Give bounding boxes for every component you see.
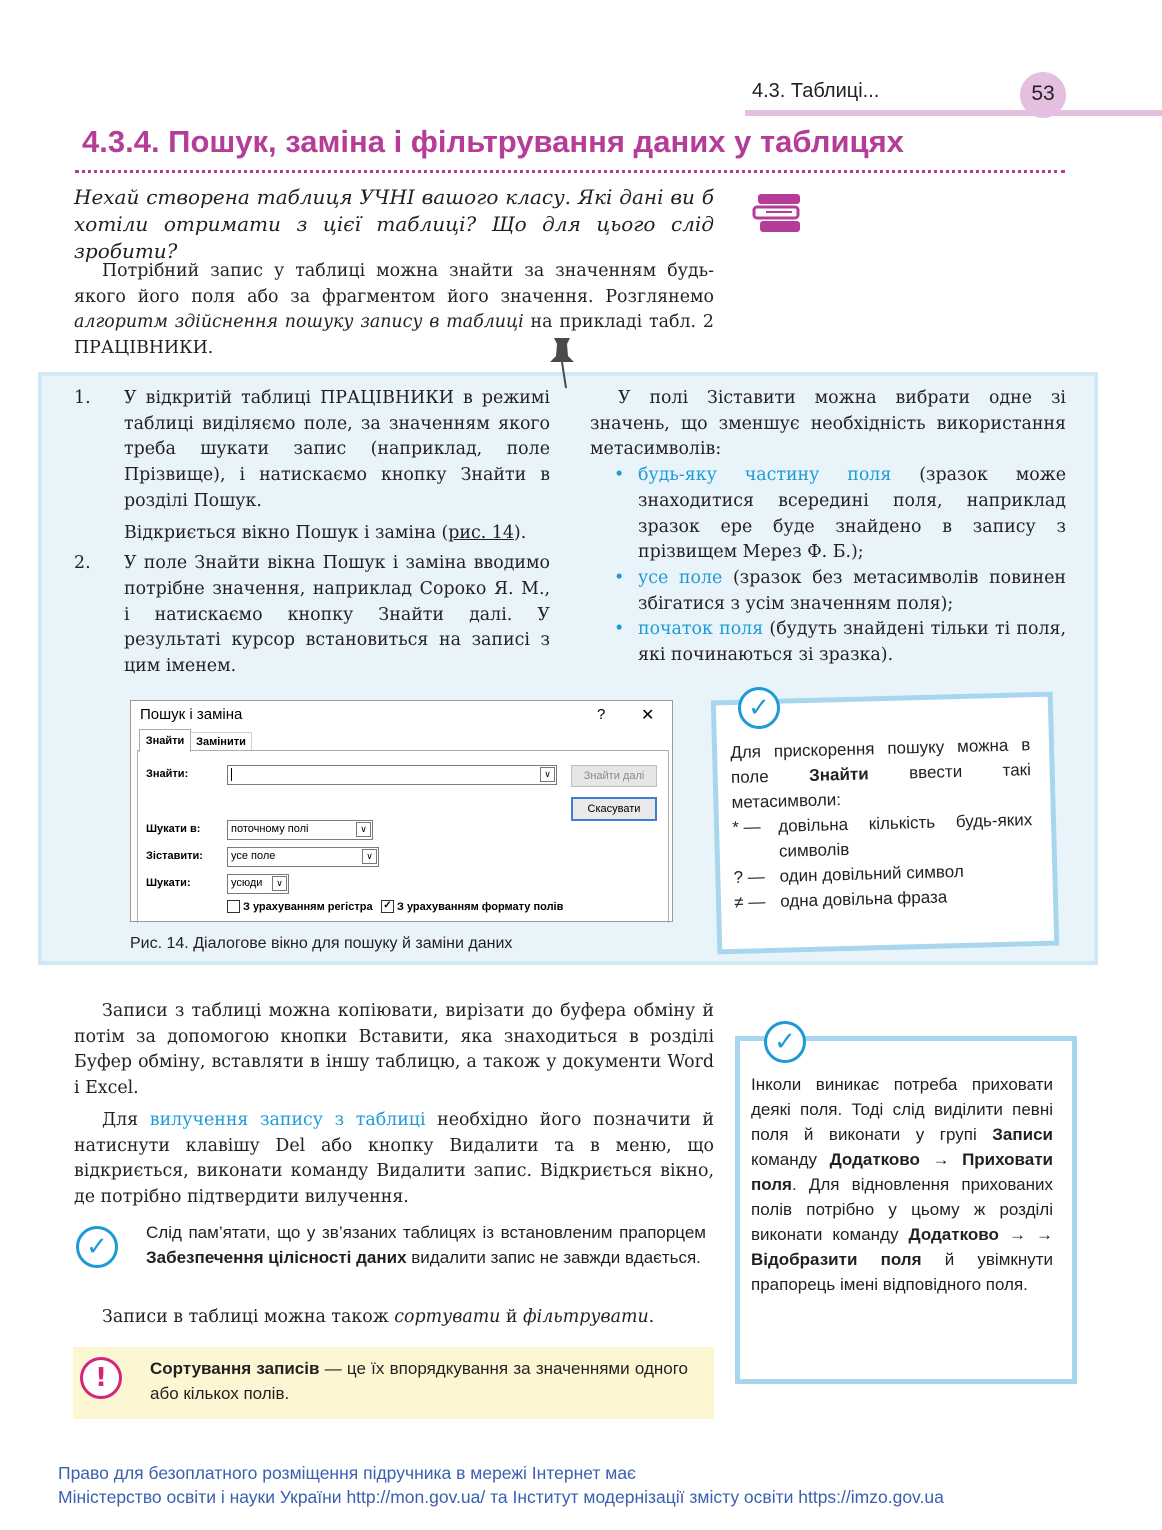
step-number: 2. bbox=[74, 553, 91, 574]
hide-t3: . Для відновлення прихованих полів потрібно у цьому ж розділі виконати команду bbox=[751, 1175, 1053, 1244]
chevron-down-icon[interactable]: ∨ bbox=[272, 876, 287, 891]
intro-italic: алгоритм здійснення пошуку запису в таблиці bbox=[74, 312, 524, 333]
hide-fields-text bbox=[751, 1072, 1053, 1297]
definition-term: Сортування записів bbox=[150, 1359, 320, 1378]
hide-b4: Додатково bbox=[908, 1225, 999, 1244]
figure-link[interactable]: рис. 14 bbox=[448, 522, 514, 543]
exclamation-icon: ! bbox=[80, 1357, 122, 1399]
match-label: Зіставити: bbox=[146, 850, 203, 862]
books-icon bbox=[752, 190, 806, 240]
metachar-symbol: * — bbox=[732, 817, 761, 837]
find-label: Знайти: bbox=[146, 768, 189, 780]
metachar-intro bbox=[730, 732, 1032, 815]
step-text bbox=[124, 521, 550, 547]
find-replace-dialog bbox=[130, 700, 673, 922]
match-option-term: початок поля bbox=[638, 619, 764, 640]
chevron-down-icon[interactable]: ∨ bbox=[356, 822, 371, 837]
match-value: усе поле bbox=[231, 850, 276, 862]
match-case-checkbox[interactable] bbox=[227, 900, 373, 913]
find-next-button[interactable]: Знайти далі bbox=[571, 765, 657, 787]
match-option bbox=[614, 463, 1066, 566]
match-option-desc: (будуть знайдені тільки ті поля, які починаються зі зразка). bbox=[638, 619, 1066, 666]
section-title: 4.3.4. Пошук, заміна і фільтрування даних у таблицях bbox=[82, 124, 904, 159]
match-options bbox=[614, 463, 1066, 669]
step-text-before: Відкриється вікно Пошук і заміна ( bbox=[124, 522, 449, 543]
search-select[interactable] bbox=[227, 874, 289, 894]
integrity-bold: Забезпечення цілісності даних bbox=[146, 1248, 407, 1267]
intro-part2: на прикладі табл. 2 ПРАЦІВНИКИ. bbox=[74, 312, 714, 359]
hide-b5: Відобразити поля bbox=[751, 1250, 922, 1269]
chevron-down-icon[interactable]: ∨ bbox=[540, 767, 555, 782]
page-number: 53 bbox=[1020, 72, 1066, 118]
definition-text bbox=[150, 1356, 688, 1406]
delete-term: вилучення запису з таблиці bbox=[149, 1110, 426, 1130]
search-label: Шукати: bbox=[146, 877, 191, 889]
hide-b2: Додатково bbox=[829, 1150, 920, 1169]
look-in-value: поточному полі bbox=[231, 823, 309, 835]
metachar-item bbox=[732, 807, 1033, 865]
match-option-term: будь-яку частину поля bbox=[638, 465, 892, 486]
hide-arrow: → bbox=[919, 1150, 963, 1169]
metachar-desc: довільна кількість будь-яких символів bbox=[778, 810, 1033, 861]
metachar-text bbox=[730, 732, 1034, 915]
look-in-label: Шукати в: bbox=[146, 823, 201, 835]
integrity-note bbox=[146, 1220, 706, 1270]
dialog-title: Пошук і заміна bbox=[140, 706, 243, 723]
checkbox-checked[interactable]: ✓ bbox=[381, 900, 394, 913]
metachar-intro-before: Для прискорення пошуку можна в поле bbox=[730, 735, 1031, 787]
delete-before: Для bbox=[102, 1110, 150, 1130]
footer-line-1: Право для безоплатного розміщення підручника в мережі Інтернет має bbox=[58, 1463, 636, 1483]
copy-paragraph: Записи з таблиці можна копіювати, вирізати до буфера обміну й потім за допомогою кнопки Вставити, яка знаходиться в розділі Буфер обміну, вставляти в іншу таблицю, а також у документи Word і Excel. bbox=[74, 1001, 714, 1099]
hide-t2: команду bbox=[751, 1150, 830, 1169]
chevron-down-icon[interactable]: ∨ bbox=[362, 849, 377, 864]
metachar-intro-after: ввести такі метасимволи: bbox=[731, 760, 1032, 812]
match-select[interactable] bbox=[227, 847, 379, 867]
match-format-checkbox[interactable] bbox=[381, 900, 563, 913]
definition-desc: — це їх впорядкування за значеннями одного або кількох полів. bbox=[150, 1359, 688, 1403]
search-value: усюди bbox=[231, 877, 263, 889]
integrity-after: видалити запис не завжди вдається. bbox=[406, 1248, 701, 1267]
match-case-label: З урахуванням регістра bbox=[243, 900, 373, 913]
lead-question: Нехай створена таблиця УЧНІ вашого класу. Які дані ви б хотіли отримати з цієї таблиці? Що для цього слід зробити? bbox=[74, 185, 714, 263]
help-button[interactable]: ? bbox=[597, 706, 606, 723]
footer-line-2: Міністерство освіти і науки України http://mon.gov.ua/ та Інститут модернізації змісту освіти https://imzo.gov.ua bbox=[58, 1487, 944, 1507]
sort-paragraph bbox=[74, 1305, 714, 1331]
look-in-select[interactable] bbox=[227, 820, 373, 840]
header-rule bbox=[745, 110, 1162, 116]
figure-caption: Рис. 14. Діалогове вікно для пошуку й заміни даних bbox=[130, 935, 513, 952]
sort-middle: й bbox=[500, 1307, 524, 1327]
metachar-desc: одна довільна фраза bbox=[779, 887, 948, 911]
checkbox-box[interactable] bbox=[227, 900, 240, 913]
metachar-desc: один довільний символ bbox=[779, 861, 964, 886]
close-icon[interactable]: ✕ bbox=[641, 705, 655, 724]
hide-arrow2: → → bbox=[998, 1225, 1054, 1244]
match-option bbox=[614, 566, 1066, 617]
pushpin-icon bbox=[542, 334, 582, 390]
delete-paragraph bbox=[74, 1108, 714, 1211]
intro-paragraph bbox=[74, 259, 714, 362]
match-option-desc: (зразок може знаходитися всередині поля, наприклад зразок ере буде знайдено в запису з прізвищем Мерез Ф. Б.); bbox=[638, 465, 1067, 563]
checkmark-icon: ✓ bbox=[764, 1021, 806, 1063]
running-title: 4.3. Таблиці... bbox=[752, 80, 880, 102]
tab-replace[interactable]: Замінити bbox=[190, 732, 252, 751]
match-option bbox=[614, 617, 1066, 668]
metachar-symbol: ? — bbox=[733, 867, 766, 887]
match-option-desc: (зразок без метасимволів повинен збігатися з усім значенням поля); bbox=[638, 567, 1066, 614]
match-option-term: усе поле bbox=[638, 567, 723, 588]
steps-list bbox=[74, 386, 550, 680]
sort-italic: сортувати bbox=[394, 1307, 501, 1327]
cancel-button[interactable]: Скасувати bbox=[571, 797, 657, 821]
hide-t4: й увімкнути прапорець імені відповідного поля. bbox=[751, 1250, 1053, 1294]
step-number: 1. bbox=[74, 388, 91, 408]
hide-b3: Приховати поля bbox=[751, 1150, 1053, 1194]
hide-t1: Інколи виникає потреба приховати деякі поля. Тоді слід виділити певні поля й виконати у групі bbox=[751, 1075, 1053, 1144]
match-intro: У полі Зіставити можна вибрати одне зі значень, що зменшує необхідність використання метасимволів: bbox=[590, 388, 1066, 460]
match-format-label: З урахуванням формату полів bbox=[397, 900, 564, 913]
metachar-intro-bold: Знайти bbox=[808, 764, 869, 785]
sort-before: Записи в таблиці можна також bbox=[102, 1307, 395, 1327]
delete-after: необхідно його позначити й натиснути клавішу Del або кнопку Видалити та в меню, що відкриється, виконати команду Видалити запис. Відкриється вікно, де потрібно підтвердити вилучення. bbox=[74, 1110, 715, 1208]
intro-part1: Потрібний запис у таблиці можна знайти за значенням будь-якого його поля або за фрагментом його значення. Розглянемо bbox=[74, 261, 714, 307]
filter-italic: фільтрувати bbox=[523, 1307, 649, 1327]
step-text: У відкритій таблиці ПРАЦІВНИКИ в режимі таблиці виділяємо поле, за значенням якого треба шукати запис (наприклад, поле Прізвище), і натискаємо кнопку Знайти в розділі Пошук. bbox=[124, 388, 550, 511]
sort-after: . bbox=[648, 1307, 655, 1327]
integrity-before: Слід пам’ятати, що у зв’язаних таблицях із встановленим прапорцем bbox=[146, 1223, 706, 1242]
checkmark-icon: ✓ bbox=[738, 687, 780, 729]
match-info bbox=[590, 386, 1066, 669]
step-text: У поле Знайти вікна Пошук і заміна вводимо потрібне значення, наприклад Сороко Я. М., і натискаємо кнопку Знайти далі. У результаті курсор встановиться на записі з цим іменем. bbox=[124, 553, 550, 677]
find-input[interactable] bbox=[227, 765, 557, 785]
tab-find[interactable]: Знайти bbox=[139, 729, 191, 752]
metachar-symbol: ≠ — bbox=[734, 892, 766, 912]
hide-b1: Записи bbox=[992, 1125, 1053, 1144]
dotted-divider bbox=[75, 170, 1065, 173]
checkmark-icon: ✓ bbox=[76, 1226, 118, 1268]
step-text-after: ). bbox=[513, 522, 527, 543]
